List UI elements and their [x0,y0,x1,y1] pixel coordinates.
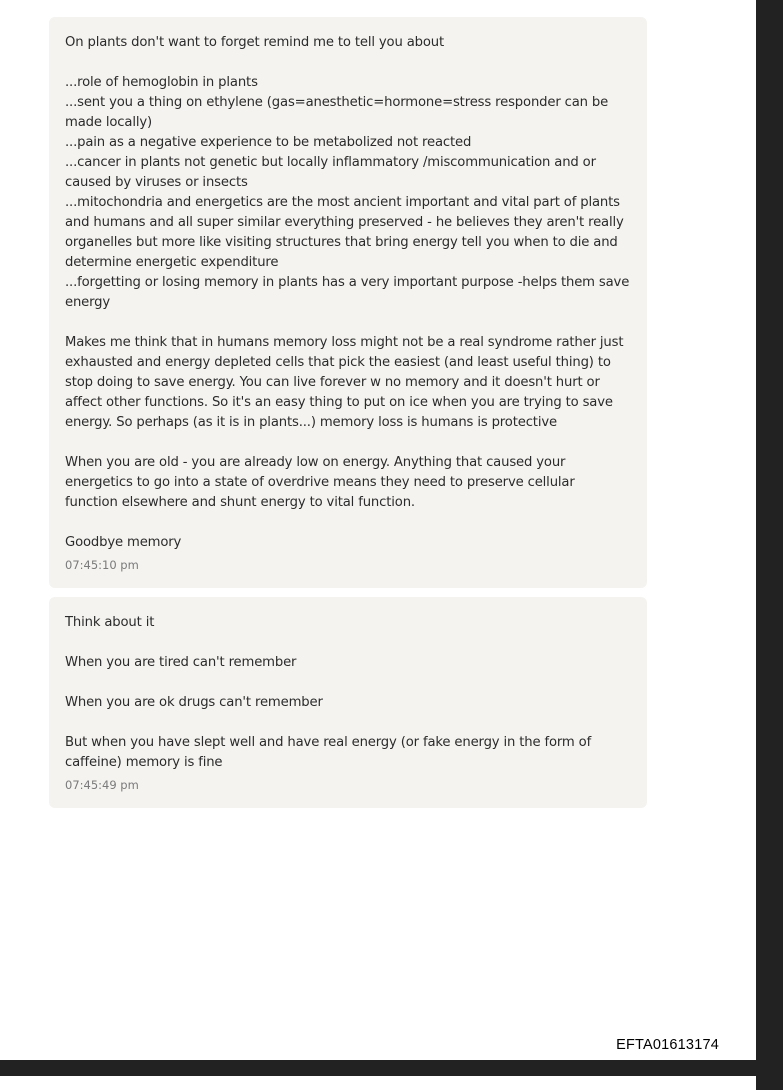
message-timestamp: 07:45:49 pm [65,778,139,792]
message-timestamp: 07:45:10 pm [65,558,139,572]
message-text: On plants don't want to forget remind me to tell you about ...role of hemoglobin in plants ...sent you a thing on ethylene (gas=anesthetic=hormone=stress responder can be made locally) ...pain as a negative experience to be metabolized not reacted ...cancer in plants not genetic but locally inflammatory /miscommunication and or caused by viruses or insects ...mitochondria and energetics are the most ancient important and vital part of plants and humans and all super similar everything preserved - he believes they aren't really organelles but more like visiting structures that bring energy tell you when to die and determine energetic expenditure ...forgetting or losing memory in plants has a very important purpose -helps them save energy Makes me think that in humans memory loss might not be a real syndrome rather just exhausted and energy depleted cells that pick the easiest (and least useful thing) to stop doing to save energy. You can live forever w no memory and it doesn't hurt or affect other functions. So it's an easy thing to put on ice when you are trying to save energy. So perhaps (as it is in plants...) memory loss is humans is protective When you are old - you are already low on energy. Anything that caused your energetics to go into a state of overdrive means they need to preserve cellular function elsewhere and shunt energy to vital function. Goodbye memory [65,35,630,550]
page-frame-right [756,0,783,1090]
message-bubble [49,17,647,588]
message-bubble [49,597,647,808]
page-frame-bottom [0,1060,783,1076]
document-id: EFTA01613174 [616,1037,719,1053]
message-text: Think about it When you are tired can't remember When you are ok drugs can't remember But when you have slept well and have real energy (or fake energy in the form of caffeine) memory is fine [65,615,592,770]
